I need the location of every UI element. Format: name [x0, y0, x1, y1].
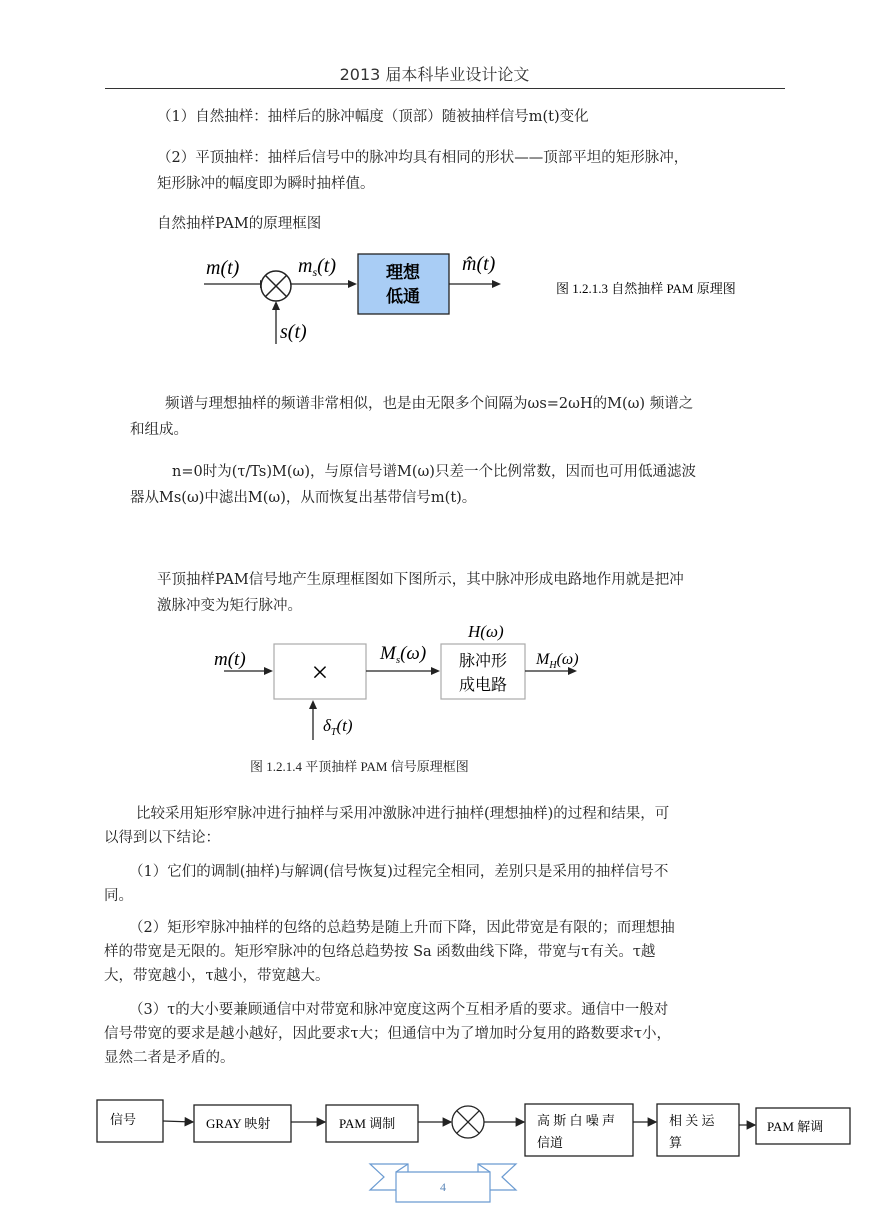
- block-gray-mapping-label: GRAY 映射: [206, 1116, 271, 1131]
- paragraph-n0-line1: n=0时为(τ/Ts)M(ω)，与原信号谱M(ω)只差一个比例常数，因而也可用低通滤波: [172, 464, 696, 480]
- fig2-input-label: m(t): [214, 649, 246, 670]
- fig2-mid-label: $M_s(\omega)$: [380, 643, 427, 666]
- paragraph-conclusion1-line2: 同。: [104, 888, 133, 904]
- paragraph-spectrum-line1: 频谱与理想抽样的频谱非常相似，也是由无限多个间隔为ωs=2ωH的M(ω) 频谱之: [165, 396, 694, 412]
- paragraph-natural-sampling: （1）自然抽样：抽样后的脉冲幅度（顶部）随被抽样信号m(t)变化: [157, 109, 589, 125]
- fig2-input-arrowhead: [264, 667, 273, 675]
- block-pam-modulation-label: PAM 调制: [339, 1116, 396, 1131]
- block-signal-label: 信号: [110, 1112, 137, 1127]
- mixer-icon: [452, 1106, 484, 1138]
- page-header-title: 2013 届本科毕业设计论文: [339, 65, 530, 84]
- block-correlator-label2: 算: [669, 1135, 683, 1150]
- multiplier-icon: [261, 271, 291, 301]
- paragraph-conclusion2-line3: 大，带宽越小，τ越小，带宽越大。: [104, 968, 330, 984]
- header-rule: [105, 88, 785, 89]
- fig2-mid-arrowhead: [431, 667, 440, 675]
- fig1-carrier-label: s(t): [280, 321, 307, 343]
- figure-natural-sampling-diagram: [190, 240, 790, 352]
- fig1-output-label: m̂(t): [462, 253, 496, 275]
- figure-pam-system-diagram: [90, 1090, 869, 1170]
- fig1-output-arrowhead: [492, 280, 501, 288]
- figure2-caption: 图 1.2.1.4 平顶抽样 PAM 信号原理框图: [250, 759, 469, 774]
- paragraph-flat-sampling-line2: 矩形脉冲的幅度即为瞬时抽样值。: [157, 176, 375, 192]
- fig2-h-label: H(ω): [468, 622, 504, 641]
- paragraph-n0-line2: 器从Ms(ω)中滤出M(ω)，从而恢复出基带信号m(t)。: [130, 490, 477, 506]
- paragraph-compare-line1: 比较采用矩形窄脉冲进行抽样与采用冲激脉冲进行抽样(理想抽样)的过程和结果，可: [136, 806, 670, 822]
- fig2-output-arrowhead: [568, 667, 577, 675]
- paragraph-flat-sampling-line1: （2）平顶抽样：抽样后信号中的脉冲均具有相同的形状——顶部平坦的矩形脉冲，: [157, 150, 689, 166]
- paragraph-conclusion3-line3: 显然二者是矛盾的。: [104, 1050, 235, 1066]
- fig1-input-label: m(t): [206, 257, 240, 279]
- paragraph-conclusion2-line1: （2）矩形窄脉冲抽样的包络的总趋势是随上升而下降，因此带宽是有限的；而理想抽: [129, 920, 675, 936]
- page-number-ornament: [368, 1160, 518, 1208]
- paragraph-figure1-intro: 自然抽样PAM的原理框图: [157, 216, 322, 232]
- block-awgn-channel-label1: 高 斯 白 噪 声: [537, 1113, 616, 1128]
- figure-flat-sampling-diagram: [200, 615, 620, 745]
- paragraph-flat-pam-line2: 激脉冲变为矩行脉冲。: [157, 598, 302, 614]
- fig1-mid-arrowhead: [348, 280, 357, 288]
- block-correlator-label1: 相 关 运: [669, 1113, 715, 1128]
- fig1-carrier-arrowhead: [272, 301, 280, 310]
- fig1-box-line2: 低通: [386, 287, 420, 306]
- paragraph-spectrum-line2: 和组成。: [130, 422, 188, 438]
- fig2-box-line1: 脉冲形: [458, 653, 508, 670]
- block-pam-demodulation-label: PAM 解调: [767, 1119, 824, 1134]
- figure1-caption: 图 1.2.1.3 自然抽样 PAM 原理图: [556, 281, 736, 296]
- fig1-box-line1: 理想: [386, 263, 420, 282]
- fig2-output-label: $M_H(\omega)$: [536, 651, 579, 671]
- fig2-carrier-label: $\delta_T(t)$: [323, 716, 353, 738]
- paragraph-compare-line2: 以得到以下结论：: [104, 830, 220, 846]
- fig2-box-line2: 成电路: [458, 677, 508, 694]
- paragraph-conclusion3-line2: 信号带宽的要求是越小越好，因此要求τ大；但通信中为了增加时分复用的路数要求τ小，: [104, 1026, 672, 1042]
- fig2-carrier-arrowhead: [309, 700, 317, 709]
- paragraph-conclusion3-line1: （3）τ的大小要兼顾通信中对带宽和脉冲宽度这两个互相矛盾的要求。通信中一般对: [129, 1002, 669, 1018]
- paragraph-conclusion1-line1: （1）它们的调制(抽样)与解调(信号恢复)过程完全相同，差别只是采用的抽样信号不: [129, 864, 669, 880]
- paragraph-flat-pam-line1: 平顶抽样PAM信号地产生原理框图如下图所示，其中脉冲形成电路地作用就是把冲: [157, 572, 684, 588]
- block-awgn-channel-label2: 信道: [537, 1135, 564, 1150]
- paragraph-conclusion2-line2: 样的带宽是无限的。矩形窄脉冲的包络总趋势按 Sa 函数曲线下降，带宽与τ有关。τ越: [104, 944, 656, 960]
- multiply-icon: ×: [311, 656, 329, 689]
- page-number: 4: [440, 1180, 446, 1194]
- fig1-mid-label: $m_s(t)$: [298, 255, 337, 279]
- arrow-signal-to-gray: [163, 1121, 193, 1122]
